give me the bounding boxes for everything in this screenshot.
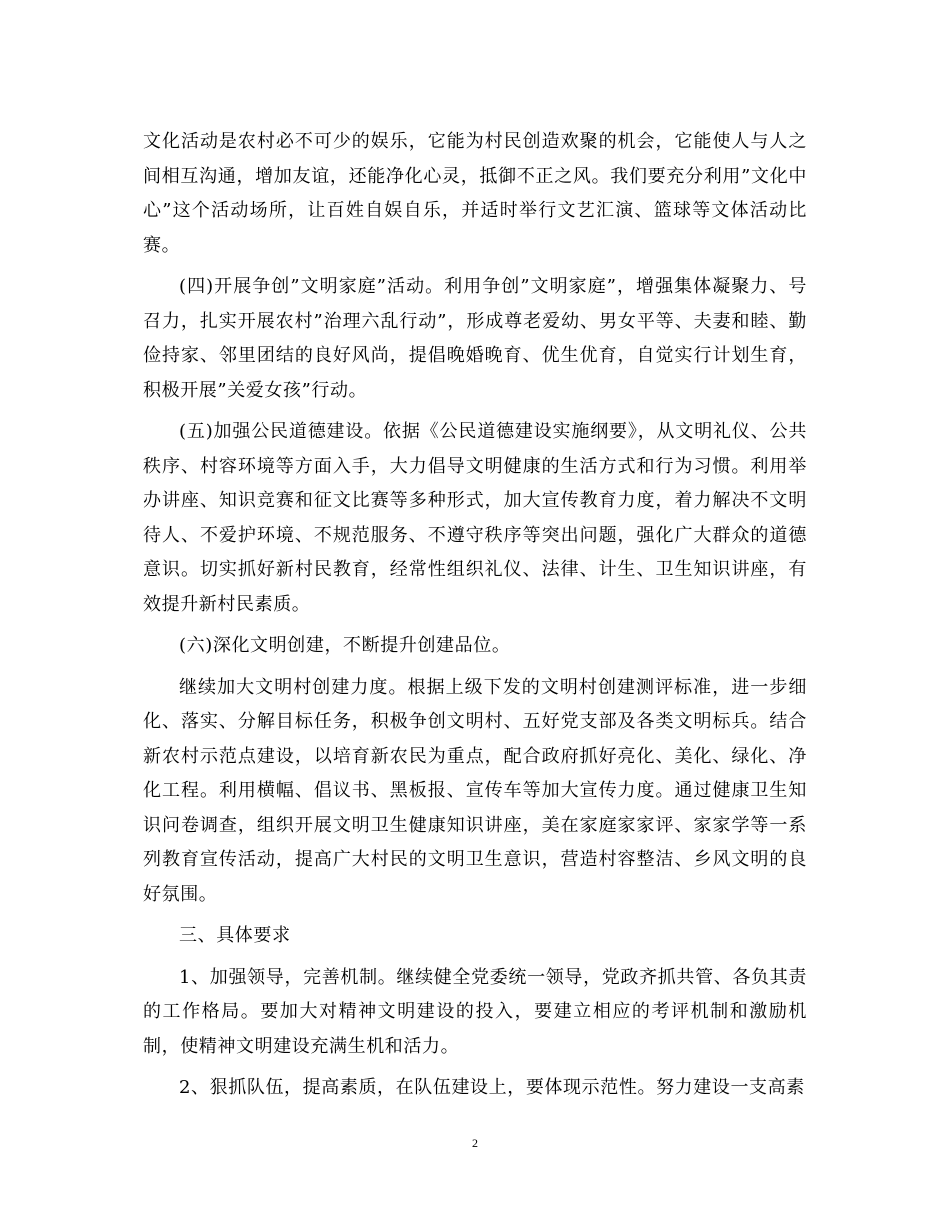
paragraph-culture-activities: 文化活动是农村必不可少的娱乐，它能为村民创造欢聚的机会，它能使人与人之间相互沟通，增加友谊，还能净化心灵，抵御不正之风。我们要充分利用”文化中心”这个活动场所，让百姓自娱自乐，并适时举行文艺汇演、篮球等文体活动比赛。 [143,131,807,256]
document-body [143,125,807,1113]
paragraph-leadership: 1、加强领导，完善机制。继续健全党委统一领导，党政齐抓共管、各负其责的工作格局。要加大对精神文明建设的投入，要建立相应的考评机制和激励机制，使精神文明建设充满生机和活力。 [143,966,807,1057]
paragraph-team-building: 2、狠抓队伍，提高素质，在队伍建设上，要体现示范性。努力建设一支高素 [179,1077,805,1098]
paragraph-deepen-creation-heading: (六)深化文明创建，不断提升创建品位。 [179,635,511,656]
paragraph-civic-morality: (五)加强公民道德建设。依据《公民道德建设实施纲要》，从文明礼仪、公共秩序、村容环境等方面入手，大力倡导文明健康的生活方式和行为习惯。利用举办讲座、知识竞赛和征文比赛等多种形式，加大宣传教育力度，着力解决不文明待人、不爱护环境、不规范服务、不遵守秩序等突出问题，强化广大群众的道德意识。切实抓好新村民教育，经常性组织礼仪、法律、计生、卫生知识讲座，有效提升新村民素质。 [143,421,807,615]
paragraph-civilized-family: (四)开展争创”文明家庭”活动。利用争创”文明家庭”，增强集体凝聚力、号召力，扎实开展农村”治理六乱行动”，形成尊老爱幼、男女平等、夫妻和睦、勤俭持家、邻里团结的良好风尚，提倡晚婚晚育、优生优育，自觉实行计划生育，积极开展”关爱女孩”行动。 [143,276,807,401]
page-number: 2 [472,1136,478,1150]
paragraph-civilized-village: 继续加大文明村创建力度。根据上级下发的文明村创建测评标准，进一步细化、落实、分解目标任务，积极争创文明村、五好党支部及各类文明标兵。结合新农村示范点建设，以培育新农民为重点，配合政府抓好亮化、美化、绿化、净化工程。利用横幅、倡议书、黑板报、宣传车等加大宣传力度。通过健康卫生知识问卷调查，组织开展文明卫生健康知识讲座，美在家庭家家评、家家学等一系列教育宣传活动，提高广大村民的文明卫生意识，营造村容整洁、乡风文明的良好氛围。 [143,676,807,905]
section-heading-requirements: 三、具体要求 [179,925,291,946]
